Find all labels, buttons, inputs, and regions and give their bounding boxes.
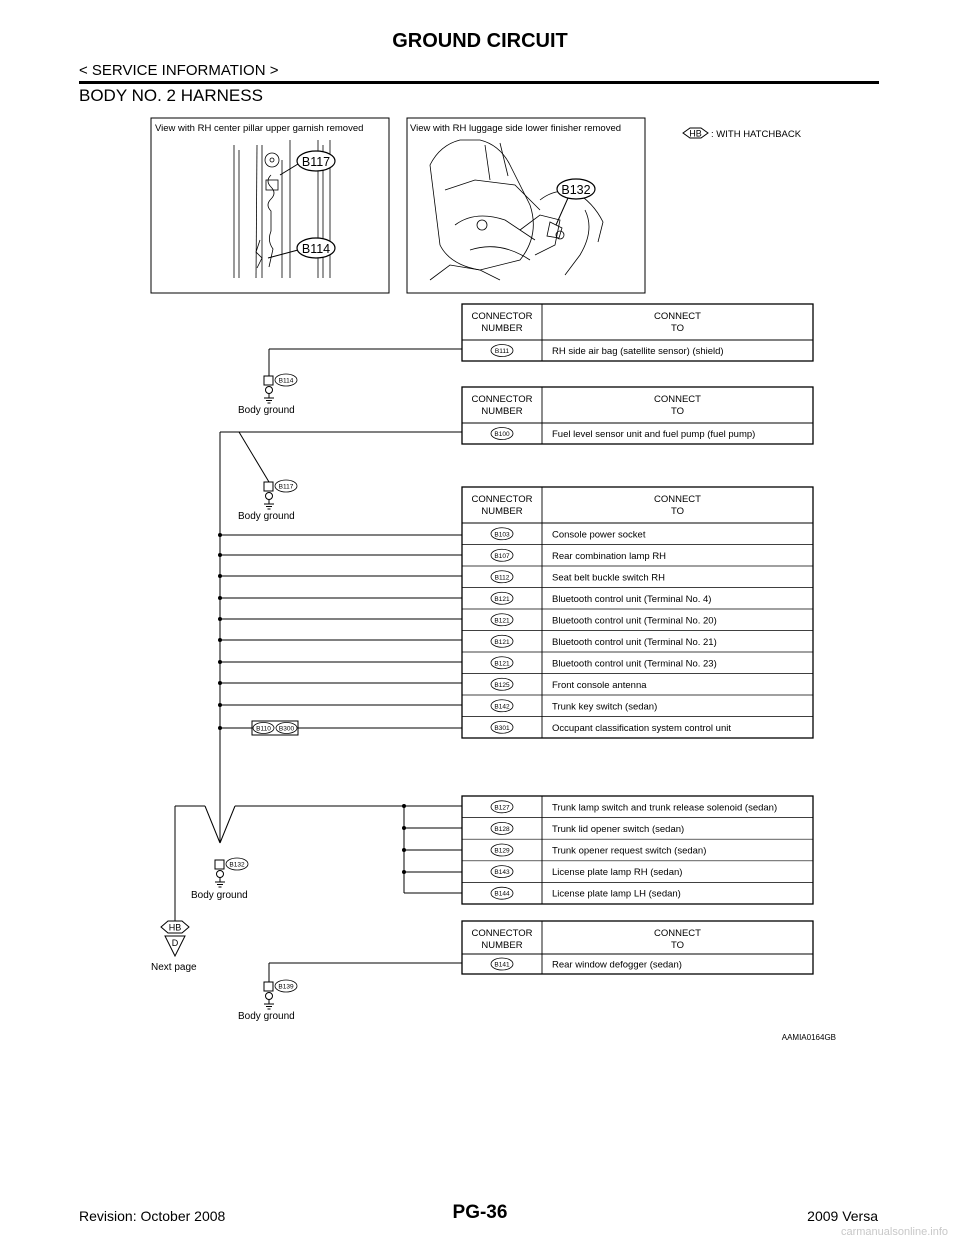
- header-number: NUMBER: [481, 940, 523, 951]
- connector-number: B301: [494, 724, 510, 732]
- header-to: TO: [670, 940, 685, 951]
- svg-text:HB: HB: [168, 922, 182, 933]
- junction-dot: [218, 638, 222, 642]
- connect-to-label: Trunk key switch (sedan): [552, 701, 658, 713]
- left-view-caption: View with RH center pillar upper garnish removed: [155, 123, 364, 134]
- junction-dot: [402, 870, 406, 874]
- connector-number: B129: [494, 847, 510, 855]
- connect-to-label: Trunk lid opener switch (sedan): [552, 823, 685, 835]
- connector-number: B125: [494, 681, 510, 689]
- section-title: BODY NO. 2 HARNESS: [79, 86, 263, 105]
- connect-to-label: Bluetooth control unit (Terminal No. 23): [552, 658, 717, 670]
- connector-number: B121: [494, 595, 510, 603]
- ground-icon: [264, 376, 274, 403]
- connect-to-label: License plate lamp RH (sedan): [552, 867, 683, 879]
- connector-number: B144: [494, 890, 510, 898]
- header-to: TO: [670, 506, 685, 517]
- svg-text:B117: B117: [301, 155, 331, 169]
- connector-number: B121: [494, 617, 510, 625]
- section-tag: < SERVICE INFORMATION >: [79, 62, 279, 79]
- ground-connector-number: B139: [278, 983, 294, 991]
- connector-table-t4: [462, 796, 813, 904]
- connect-to-label: Occupant classification system control unit: [552, 722, 731, 734]
- next-page-arrow-icon: [165, 936, 185, 956]
- ground-connector-number: B117: [278, 483, 294, 491]
- svg-text:D: D: [171, 938, 179, 948]
- header-to: TO: [670, 406, 685, 417]
- svg-text:HB: HB: [689, 128, 702, 139]
- junction-dot: [402, 826, 406, 830]
- footer-revision: Revision: October 2008: [79, 1208, 226, 1224]
- next-page-label: Next page: [151, 962, 197, 973]
- connector-number: B127: [494, 804, 510, 812]
- ground-icon: [215, 860, 225, 887]
- connect-to-label: Bluetooth control unit (Terminal No. 21): [552, 636, 717, 648]
- connect-to-label: Trunk lamp switch and trunk release solenoid (sedan): [552, 802, 778, 814]
- connect-to-label: Front console antenna: [552, 679, 647, 691]
- junction-dot: [218, 553, 222, 557]
- ground-icon: [264, 482, 274, 509]
- page-title: GROUND CIRCUIT: [392, 30, 568, 52]
- connector-number: B121: [494, 638, 510, 646]
- ground-icon: [264, 982, 274, 1009]
- header-connect: CONNECT: [654, 928, 701, 939]
- connect-to-label: Fuel level sensor unit and fuel pump (fuel pump): [552, 429, 756, 440]
- hb-badge-icon: [161, 921, 189, 933]
- connector-table-t3: [462, 487, 813, 738]
- header-to: TO: [670, 323, 685, 334]
- connector-number: B100: [494, 431, 510, 438]
- junction-dot: [402, 804, 406, 808]
- hb-badge-icon: [683, 128, 708, 139]
- right-view-panel: [407, 118, 645, 293]
- ground-connector-number: B114: [278, 377, 294, 385]
- header-connect: CONNECT: [654, 394, 701, 405]
- junction-dot: [402, 848, 406, 852]
- svg-text:B132: B132: [561, 183, 591, 197]
- connector-number: B107: [494, 552, 510, 560]
- ground-b114: [238, 374, 297, 416]
- ground-label: Body ground: [238, 1011, 295, 1022]
- junction-dot: [218, 726, 222, 730]
- connector-number: B103: [494, 531, 510, 539]
- header-connector: CONNECTOR: [471, 494, 533, 505]
- inline-connector-b110-b300: [252, 721, 298, 735]
- connector-number: B142: [494, 703, 510, 711]
- ground-b117: [238, 480, 297, 522]
- connect-to-label: Rear combination lamp RH: [552, 550, 667, 562]
- connect-to-label: Trunk opener request switch (sedan): [552, 845, 707, 857]
- junction-dot: [218, 596, 222, 600]
- connect-to-label: Rear window defogger (sedan): [552, 959, 682, 971]
- hatchback-legend-text: : WITH HATCHBACK: [711, 129, 802, 140]
- header-connector: CONNECTOR: [471, 394, 533, 405]
- header-connect: CONNECT: [654, 494, 701, 505]
- junction-dot: [218, 574, 222, 578]
- ground-label: Body ground: [238, 405, 295, 416]
- ground-connector-number: B132: [229, 861, 245, 869]
- right-view-caption: View with RH luggage side lower finisher removed: [410, 123, 622, 134]
- header-connector: CONNECTOR: [471, 311, 533, 322]
- connector-number: B141: [494, 961, 510, 969]
- svg-text:B114: B114: [301, 242, 331, 256]
- left-view-panel: [151, 118, 389, 293]
- junction-dot: [218, 533, 222, 537]
- connector-number: B111: [494, 348, 510, 355]
- ground-b132: [191, 858, 248, 901]
- connect-to-label: Seat belt buckle switch RH: [552, 572, 665, 584]
- connector-number: B121: [494, 660, 510, 668]
- connect-to-label: RH side air bag (satellite sensor) (shield): [552, 346, 724, 357]
- connect-to-label: License plate lamp LH (sedan): [552, 888, 681, 900]
- svg-text:B300: B300: [278, 725, 295, 733]
- ground-label: Body ground: [191, 890, 248, 901]
- connect-to-label: Bluetooth control unit (Terminal No. 20): [552, 615, 717, 627]
- header-number: NUMBER: [481, 506, 523, 517]
- junction-dot: [218, 660, 222, 664]
- footer-page-number: PG-36: [452, 1202, 508, 1223]
- hatchback-legend: [683, 128, 802, 140]
- connector-number: B143: [494, 869, 510, 877]
- junction-dot: [218, 617, 222, 621]
- ground-label: Body ground: [238, 511, 295, 522]
- connector-table-t1: [462, 304, 813, 361]
- figure-code: AAMIA0164GB: [781, 1033, 836, 1042]
- connector-number: B128: [494, 825, 510, 833]
- junction-dot: [218, 703, 222, 707]
- next-page-marker: [151, 921, 197, 973]
- footer-model: 2009 Versa: [807, 1208, 878, 1224]
- header-connector: CONNECTOR: [471, 928, 533, 939]
- svg-text:B110: B110: [256, 725, 271, 733]
- ground-symbols: [191, 374, 297, 1022]
- header-number: NUMBER: [481, 323, 523, 334]
- watermark: carmanualsonline.info: [840, 1226, 948, 1238]
- connector-table-t5: [462, 921, 813, 974]
- connector-tables: [462, 304, 813, 974]
- ground-wires: [175, 349, 462, 982]
- connect-to-label: Bluetooth control unit (Terminal No. 4): [552, 593, 712, 605]
- header-connect: CONNECT: [654, 311, 701, 322]
- connect-to-label: Console power socket: [552, 529, 646, 541]
- junction-dot: [218, 681, 222, 685]
- junction-dots: [218, 533, 406, 874]
- header-number: NUMBER: [481, 406, 523, 417]
- ground-b139: [238, 980, 297, 1022]
- connector-number: B112: [494, 574, 510, 582]
- connector-table-t2: [462, 387, 813, 444]
